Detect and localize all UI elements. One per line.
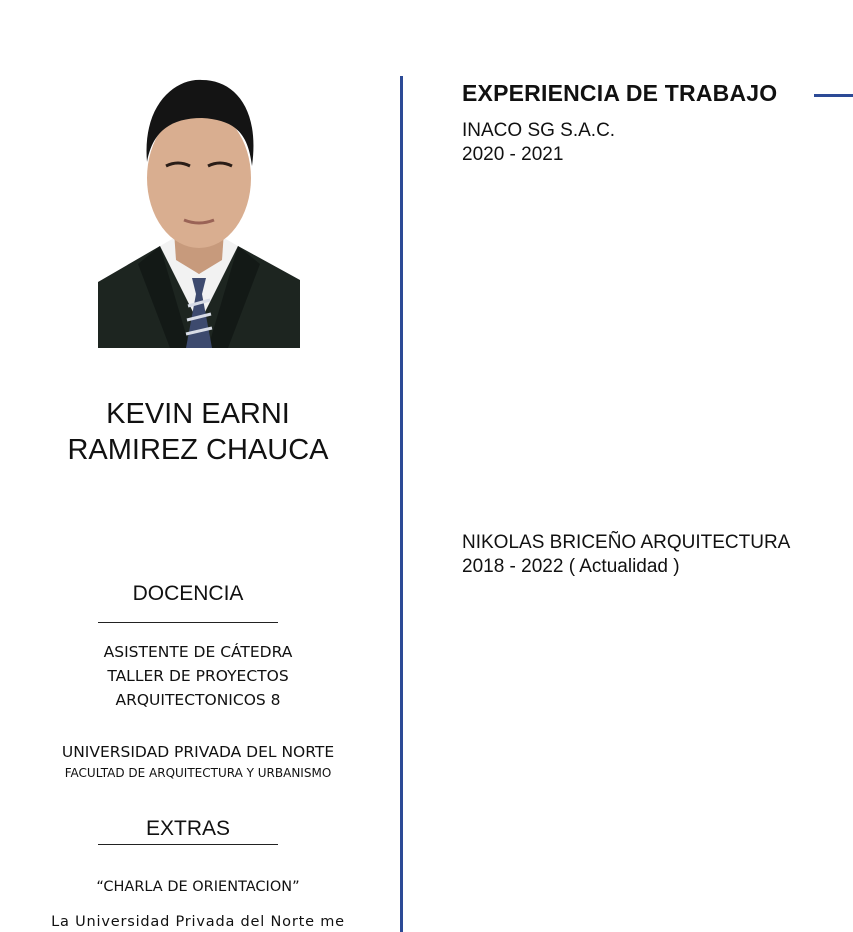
- job-1-period: 2020 - 2021: [462, 144, 564, 165]
- profile-photo: [98, 74, 300, 348]
- extras-divider: [98, 844, 278, 845]
- extras-item-title: “CHARLA DE ORIENTACION”: [96, 879, 300, 895]
- experience-title: EXPERIENCIA DE TRABAJO: [462, 80, 778, 106]
- extras-item-text: La Universidad Privada del Norte me: [51, 914, 345, 930]
- job-2-company: NIKOLAS BRICEÑO ARQUITECTURA: [462, 532, 791, 553]
- extras-title: EXTRAS: [145, 817, 231, 840]
- column-divider: [400, 76, 403, 932]
- university-name: UNIVERSIDAD PRIVADA DEL NORTE: [61, 743, 335, 761]
- job-2-period: 2018 - 2022 ( Actualidad ): [462, 556, 680, 577]
- name-line-1: KEVIN EARNI: [106, 398, 290, 430]
- docencia-divider: [98, 622, 278, 623]
- name-line-2: RAMIREZ CHAUCA: [67, 434, 329, 466]
- docencia-role-line-2: TALLER DE PROYECTOS: [107, 667, 289, 685]
- docencia-title: DOCENCIA: [132, 582, 244, 605]
- experience-title-accent: [814, 94, 853, 97]
- job-1-company: INACO SG S.A.C.: [462, 120, 616, 141]
- docencia-role-line-3: ARQUITECTONICOS 8: [115, 691, 281, 709]
- faculty-name: FACULTAD DE ARQUITECTURA Y URBANISMO: [64, 766, 332, 780]
- docencia-role-line-1: ASISTENTE DE CÁTEDRA: [103, 643, 293, 661]
